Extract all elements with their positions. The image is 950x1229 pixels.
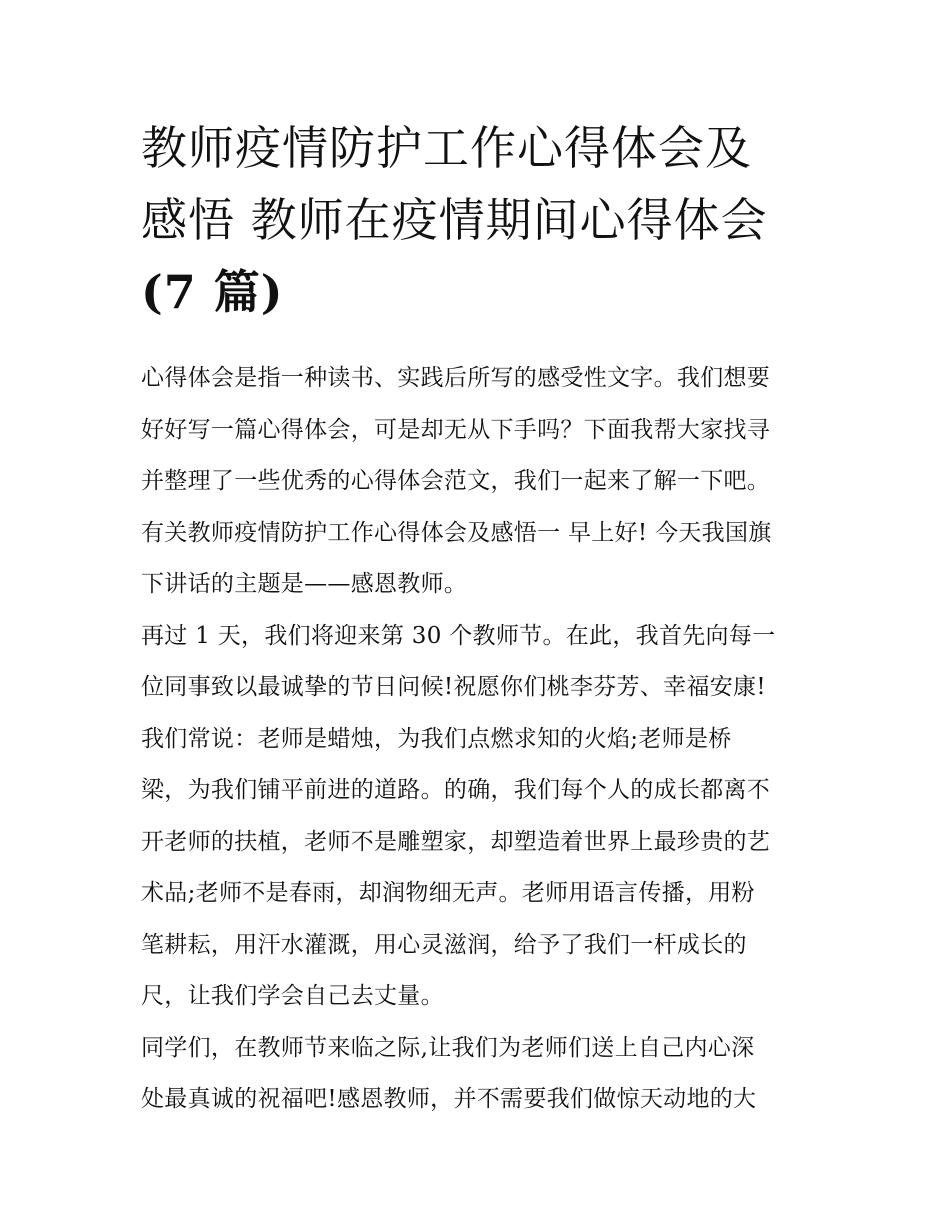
body-line-14: 同学们，在教师节来临之际,让我们为老师们送上自己内心深 <box>141 1034 755 1061</box>
body-line-4: 有关教师疫情防护工作心得体会及感悟一 早上好! 今天我国旗 <box>141 519 772 546</box>
body-line-7: 位同事致以最诚挚的节日问候!祝愿你们桃李芬芳、幸福安康! <box>141 674 766 700</box>
body-line-12: 笔耕耘，用汗水灌溉，用心灵滋润，给予了我们一杆成长的 <box>141 931 747 958</box>
body-line-3: 并整理了一些优秀的心得体会范文，我们一起来了解一下吧。 <box>141 468 771 494</box>
body-line-5: 下讲话的主题是——感恩教师。 <box>141 571 468 597</box>
body-line-2: 好好写一篇心得体会，可是却无从下手吗？下面我帮大家找寻 <box>141 416 771 443</box>
body-line-15: 处最真诚的祝福吧!感恩教师，并不需要我们做惊天动地的大 <box>141 1086 757 1112</box>
title-line-1: 教师疫情防护工作心得体会及 <box>141 121 752 175</box>
body-line-10: 开老师的扶植，老师不是雕塑家，却塑造着世界上最珍贵的艺 <box>141 828 771 855</box>
body-line-6: 再过 1 天，我们将迎来第 30 个教师节。在此，我首先向每一 <box>141 622 776 649</box>
title-line-2: 感悟 教师在疫情期间心得体会 <box>141 193 768 247</box>
body-line-11: 术品;老师不是春雨，却润物细无声。老师用语言传播，用粉 <box>141 880 755 906</box>
title-line-3: (7 篇) <box>141 265 284 319</box>
document-body <box>141 358 821 1131</box>
document-title <box>141 112 821 328</box>
body-line-1: 心得体会是指一种读书、实践后所写的感受性文字。我们想要 <box>141 365 771 391</box>
body-line-9: 梁，为我们铺平前进的道路。的确，我们每个人的成长都离不 <box>141 777 771 803</box>
body-line-8: 我们常说：老师是蜡烛，为我们点燃求知的火焰;老师是桥 <box>141 725 732 752</box>
body-line-13: 尺，让我们学会自己去丈量。 <box>141 983 444 1009</box>
